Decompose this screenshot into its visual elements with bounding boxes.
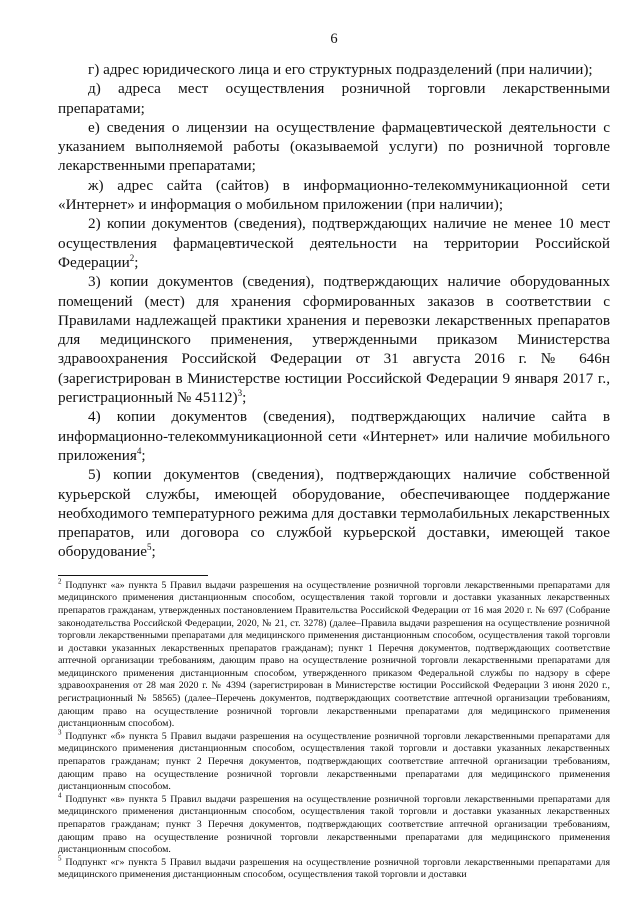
footnote-5: $^5$ Подпункт «г» пункта 5 Правил выдачи разрешения на осуществление розничной торговли лекарственными препаратами для медицинского применения дистанционным способом, осуществления такой торговли и доставки	[58, 854, 611, 881]
footnote-ref-2: 2	[129, 252, 135, 263]
list-item-g: г) адрес юридического лица и его структурных подразделений (при наличии);	[88, 61, 593, 78]
list-item-zh: ж) адрес сайта (сайтов) в информационно-телекоммуникационной сети «Интернет» и информация о мобильном приложении (при наличии);	[58, 176, 610, 214]
page-number: 6	[330, 31, 338, 47]
list-item-e: е) сведения о лицензии на осуществление фармацевтической деятельности с указанием выполняемой работы (оказываемой услуги) по розничной торговле лекарственными препаратами;	[58, 118, 610, 175]
footnote-2: $^2$ Подпункт «а» пункта 5 Правил выдачи разрешения на осуществление розничной торговли лекарственными препаратами для медицинского применения дистанционным способом, осуществления такой торговли и доставки указанных лекарственных препаратов гражданам, утвержденных постановлением Правительства Российской Федерации от 16 мая 2020 г. № 697 (Собрание законодательства Российской Федерации, 2020, № 21, ст. 3278) (далее–Правила выдачи разрешения на осуществление розничной торговли лекарственными препаратами для медицинского применения дистанционным способом, осуществления такой торговли и доставки указанных лекарственных препаратов гражданам); пункт 1 Перечня документов, подтверждающих соответствие аптечной организации требованиям, дающим право на осуществление розничной торговли лекарственными препаратами для медицинского применения дистанционным способом, утвержденного приказом Федеральной службы по надзору в сфере здравоохранения от 28 мая 2020 г. № 4394 (зарегистрирован в Министерстве юстиции Российской Федерации 3 июня 2020 г., регистрационный № 58565) (далее–Перечень документов, подтверждающих соответствие аптечной организации требованиям, дающим право на осуществление розничной торговли лекарственными препаратами для медицинского применения дистанционным способом).	[58, 577, 610, 730]
list-item-d: д) адреса мест осуществления розничной торговли лекарственными препаратами;	[58, 80, 610, 117]
list-item-5: 5) копии документов (сведения), подтверждающих наличие собственной курьерской службы, имеющей оборудование, обеспечивающее поддержание необходимого температурного режима для доставки термолабильных лекарственных препаратов, или договора со службой курьерской доставки, имеющей такое оборудование$^5$;	[58, 466, 610, 561]
footnote-4: $^4$ Подпункт «в» пункта 5 Правил выдачи разрешения на осуществление розничной торговли лекарственными препаратами для медицинского применения дистанционным способом, осуществления такой торговли и доставки указанных лекарственных препаратов гражданам; пункт 3 Перечня документов, подтверждающих соответствие аптечной организации требованиям, дающим право на осуществление розничной торговли лекарственными препаратами для медицинского применения дистанционным способом.	[58, 791, 611, 856]
footnote-ref-4: 4	[136, 445, 142, 456]
footnotes	[58, 577, 611, 882]
main-text	[58, 60, 610, 562]
footnote-3: $^3$ Подпункт «б» пункта 5 Правил выдачи разрешения на осуществление розничной торговли лекарственными препаратами для медицинского применения дистанционным способом, осуществления такой торговли и доставки указанных лекарственных препаратов гражданам; пункт 2 Перечня документов, подтверждающих соответствие аптечной организации требованиям, дающим право на осуществление розничной торговли лекарственными препаратами для медицинского применения дистанционным способом.	[58, 728, 610, 793]
list-item-3: 3) копии документов (сведения), подтверждающих наличие оборудованных помещений (мест) для хранения сформированных заказов в соответствии с Правилами надлежащей практики хранения и перевозки лекарственных препаратов для медицинского применения, утвержденными приказом Министерства здравоохранения Российской Федерации от 31 августа 2016 г. № 646н (зарегистрирован в Министерстве юстиции Российской Федерации 9 января 2017 г., регистрационный № 45112)$^3$;	[58, 273, 610, 407]
list-item-4: 4) копии документов (сведения), подтверждающих наличие сайта в информационно-телекоммуникационной сети «Интернет» или наличие мобильного приложения$^4$;	[58, 408, 610, 464]
footnote-ref-3: 3	[237, 387, 243, 398]
footnote-separator	[58, 575, 208, 576]
list-item-2: 2) копии документов (сведения), подтверждающих наличие не менее 10 мест осуществления фармацевтической деятельности на территории Российской Федерации$^2$;	[58, 215, 610, 271]
footnote-ref-5: 5	[146, 542, 152, 553]
